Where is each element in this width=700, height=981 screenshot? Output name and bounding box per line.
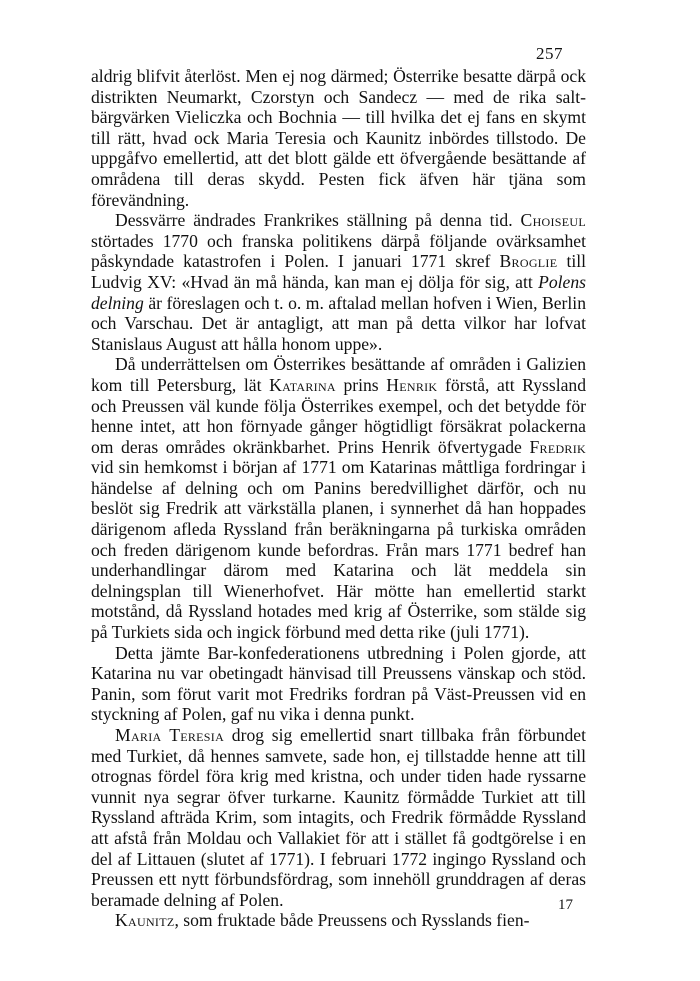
page-number: 257 — [536, 44, 563, 63]
name-small-caps: Kaunitz — [115, 910, 175, 931]
paragraph-4: Detta jämte Bar-konfederationens utbredning i Polen gjorde, att Katarina nu var obetingadt hänvisad till Preussens vänskap och stöd. Panin, som förut varit mot Fredriks fordran på Väst-Preussen vid en styckning af Polen, gaf nu vika i denna punkt. — [91, 642, 586, 725]
paragraph-1: aldrig blifvit återlöst. Men ej nog därmed; Österrike besatte därpå ock distrikten Neumarkt, Czorstyn och Sandecz — med de rika saltbärgvärken Vieliczka och Bochnia — till hvilka det ej fans en skymt till rätt, hvad ock Maria Teresia och Kaunitz inbördes tillstodo. De uppgåfvo emellertid, att det blott gälde ett öfvergående besättande af områdena till deras skydd. Pesten fick äfven här tjäna som förevändning. — [91, 66, 586, 210]
paragraph-6: Kaunitz, som fruktade både Preussens och Rysslands fien- — [115, 910, 530, 931]
body-text — [91, 66, 586, 931]
emphasis-text: Polens delning — [91, 271, 586, 313]
signature-mark: 17 — [558, 897, 573, 913]
name-small-caps: Maria Teresia — [115, 725, 225, 745]
name-small-caps: Fredrik — [529, 436, 586, 457]
paragraph-5: Maria Teresia drog sig emellertid snart tillbaka från förbundet med Turkiet, då hennes samvete, sade hon, ej tillstadde henne att till otrognas fördel föra krig med kristna, och under tiden hade ryssarne vunnit nya segrar öfver turkarne. Kaunitz förmådde Turkiet att till Ryssland afträda Krim, som intagits, och Fredrik förmådde Ryssland att afstå från Moldau och Vallakiet för att i stället få godtgörelse i en del af Littauen (slutet af 1771). I februari 1772 ingingo Ryssland och Preussen ett nytt förbundsfördrag, som innehöll grunddragen af deras beramade delning af Polen. — [91, 725, 587, 910]
name-small-caps: Choiseul — [520, 210, 586, 231]
name-small-caps: Katarina — [269, 374, 336, 395]
name-small-caps: Broglie — [499, 251, 558, 272]
paragraph-3: Då underrättelsen om Österrikes besättande af områden i Galizien kom till Petersburg, lät Katarina prins Henrik förstå, att Ryssland och Preussen väl kunde följa Österrikes exempel, och det betydde för henne intet, att hon förnyade gånger högtidligt försäkrat polackerna om deras områdes okränkbarhet. Prins Henrik öfvertygade Fredrik vid sin hemkomst i början af 1771 om Katarinas måttliga fordringar i händelse af delning och om Panins beredvillighet därför, och nu beslöt sig Fredrik att värkställa planen, i synnerhet då han hoppades därigenom afleda Ryssland från beräkningarna på turkiska områden och freden därigenom kunde befordras. Från mars 1771 bedref han underhandlingar därom med Katarina och lät meddela sin delningsplan till Wienerhofvet. Här mötte han emellertid starkt motstånd, då Ryssland hotades med krig af Österrike, som stälde sig på Turkiets sida och ingick förbund med detta rike (juli 1771). — [91, 354, 586, 643]
name-small-caps: Henrik — [386, 374, 438, 395]
paragraph-2: Dessvärre ändrades Frankrikes ställning på denna tid. Choiseul störtades 1770 och franska politikens därpå följande ovärksamhet påskyndade katastrofen i Polen. I januari 1771 skref Broglie till Ludvig XV: «Hvad än må hända, kan man ej dölja för sig, att Polens delning är föreslagen och t. o. m. aftalad mellan hofven i Wien, Berlin och Varschau. Det är antagligt, att man på detta vilkor har lofvat Stanislaus August att hålla honom uppe». — [91, 210, 587, 354]
